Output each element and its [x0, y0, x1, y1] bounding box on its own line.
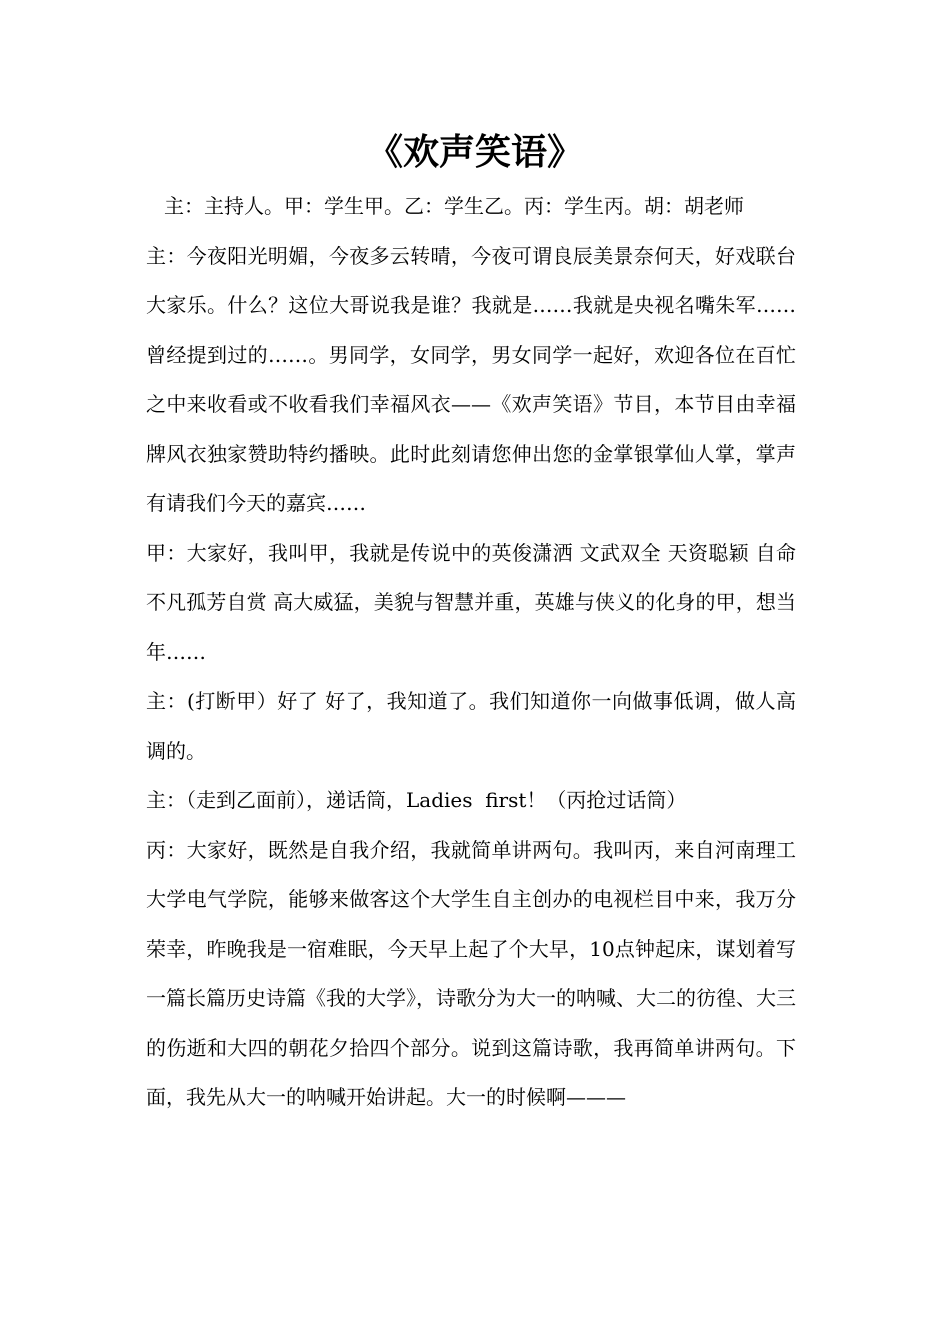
document-title: 《欢声笑语》	[366, 131, 583, 173]
document-body	[146, 182, 796, 1123]
host-interrupt-paragraph: 主：(打断甲）好了 好了，我知道了。我们知道你一向做事低调，做人高调的。	[146, 689, 796, 763]
cast-list-paragraph: 主：主持人。甲：学生甲。乙：学生乙。丙：学生丙。胡：胡老师	[164, 194, 744, 218]
host-stage-direction-paragraph: 主：（走到乙面前），递话筒，Ladies first！（丙抢过话筒）	[146, 788, 687, 812]
student-c-intro-paragraph: 丙：大家好，既然是自我介绍，我就简单讲两句。我叫丙，来自河南理工大学电气学院，能够来做客这个大学生自主创办的电视栏目中来，我万分荣幸，昨晚我是一宿难眠，今天早上起了个大早，10点钟起床，谋划着写一篇长篇历史诗篇《我的大学》，诗歌分为大一的呐喊、大二的彷徨、大三的伤逝和大四的朝花夕拾四个部分。说到这篇诗歌，我再简单讲两句。下面，我先从大一的呐喊开始讲起。大一的时候啊———	[146, 837, 796, 1109]
host-opening-paragraph: 主：今夜阳光明媚，今夜多云转晴，今夜可谓良辰美景奈何天，好戏联台大家乐。什么？这位大哥说我是谁？我就是……我就是央视名嘴朱军……曾经提到过的……。男同学，女同学，男女同学一起好，欢迎各位在百忙之中来收看或不收看我们幸福风衣——《欢声笑语》节目，本节目由幸福牌风衣独家赞助特约播映。此时此刻请您伸出您的金掌银掌仙人掌，掌声有请我们今天的嘉宾……	[146, 243, 796, 515]
student-a-intro-paragraph: 甲：大家好，我叫甲，我就是传说中的英俊潇洒 文武双全 天资聪颖 自命不凡孤芳自赏 高大威猛，美貌与智慧并重，英雄与侠义的化身的甲，想当年……	[146, 540, 796, 664]
